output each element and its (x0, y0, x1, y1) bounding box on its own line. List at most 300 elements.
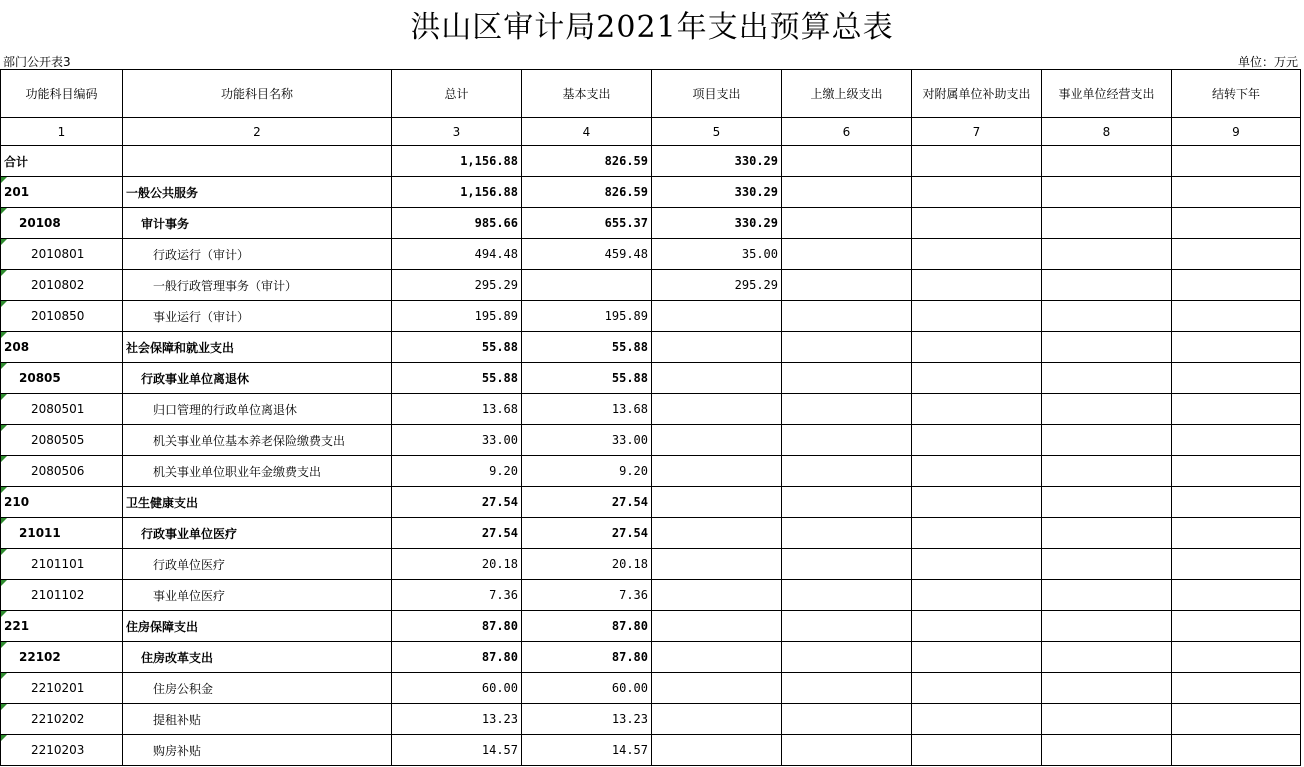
text-number-flag-icon (1, 642, 7, 648)
table-row (1, 239, 1301, 270)
cell-text: 826.59 (604, 185, 648, 199)
operating-expense-cell[interactable] (1042, 301, 1172, 332)
name-cell[interactable] (123, 673, 392, 704)
table-row (1, 704, 1301, 735)
cell-text: 一般行政管理事务（审计） (153, 278, 298, 293)
cell-text: 2101102 (31, 588, 85, 602)
text-number-flag-icon (1, 673, 7, 679)
name-cell[interactable] (123, 549, 392, 580)
code-cell[interactable] (1, 363, 123, 394)
table-row (1, 673, 1301, 704)
operating-expense-cell[interactable] (1042, 518, 1172, 549)
cell-text: 住房改革支出 (141, 650, 214, 665)
subsidiary-subsidy-cell[interactable] (912, 673, 1042, 704)
index-cell[interactable]: 4 (522, 118, 652, 146)
total-cell[interactable] (392, 487, 522, 518)
carryover-cell[interactable] (1172, 270, 1301, 301)
subsidiary-subsidy-cell[interactable] (912, 177, 1042, 208)
cell-text: 1,156.88 (460, 185, 518, 199)
cell-text: 行政事业单位医疗 (141, 526, 238, 541)
table-row (1, 642, 1301, 673)
total-cell[interactable] (392, 642, 522, 673)
upper-remit-cell[interactable] (782, 394, 912, 425)
cell-text: 55.88 (611, 340, 648, 354)
name-cell[interactable] (123, 301, 392, 332)
name-cell[interactable] (123, 456, 392, 487)
total-cell[interactable] (392, 177, 522, 208)
carryover-cell[interactable] (1172, 487, 1301, 518)
operating-expense-cell[interactable] (1042, 146, 1172, 177)
total-cell[interactable] (392, 270, 522, 301)
cell-text: 2080501 (31, 402, 85, 416)
cell-text: 27.54 (611, 526, 648, 540)
upper-remit-cell[interactable] (782, 332, 912, 363)
total-cell[interactable] (392, 146, 522, 177)
header-row (1, 70, 1301, 118)
subsidiary-subsidy-cell[interactable] (912, 332, 1042, 363)
index-cell[interactable]: 7 (912, 118, 1042, 146)
cell-text: 购房补贴 (153, 743, 202, 758)
cell-text: 295.29 (474, 278, 518, 292)
operating-expense-cell[interactable] (1042, 363, 1172, 394)
basic-expense-cell[interactable] (522, 332, 652, 363)
project-expense-cell[interactable] (652, 301, 782, 332)
operating-expense-cell[interactable] (1042, 549, 1172, 580)
subsidiary-subsidy-cell[interactable] (912, 518, 1042, 549)
cell-text: 87.80 (611, 619, 648, 633)
cell-text: 87.80 (611, 650, 648, 664)
upper-remit-cell[interactable] (782, 704, 912, 735)
index-cell[interactable]: 8 (1042, 118, 1172, 146)
text-number-flag-icon (1, 332, 7, 338)
table-row (1, 177, 1301, 208)
total-cell[interactable] (392, 363, 522, 394)
operating-expense-cell[interactable] (1042, 239, 1172, 270)
cell-text: 655.37 (604, 216, 648, 230)
subsidiary-subsidy-cell[interactable] (912, 394, 1042, 425)
header-cell[interactable]: 对附属单位补助支出 (912, 70, 1042, 118)
table-row (1, 363, 1301, 394)
header-cell[interactable]: 事业单位经营支出 (1042, 70, 1172, 118)
subsidiary-subsidy-cell[interactable] (912, 549, 1042, 580)
total-cell[interactable] (392, 704, 522, 735)
operating-expense-cell[interactable] (1042, 673, 1172, 704)
total-cell[interactable] (392, 332, 522, 363)
subsidiary-subsidy-cell[interactable] (912, 611, 1042, 642)
name-cell[interactable] (123, 239, 392, 270)
basic-expense-cell[interactable] (522, 487, 652, 518)
operating-expense-cell[interactable] (1042, 642, 1172, 673)
code-cell[interactable] (1, 394, 123, 425)
cell-text: 卫生健康支出 (126, 495, 199, 510)
code-cell[interactable] (1, 611, 123, 642)
subsidiary-subsidy-cell[interactable] (912, 456, 1042, 487)
carryover-cell[interactable] (1172, 146, 1301, 177)
carryover-cell[interactable] (1172, 363, 1301, 394)
index-cell[interactable]: 6 (782, 118, 912, 146)
upper-remit-cell[interactable] (782, 208, 912, 239)
operating-expense-cell[interactable] (1042, 208, 1172, 239)
index-row (1, 118, 1301, 146)
total-cell[interactable] (392, 208, 522, 239)
header-cell[interactable]: 结转下年 (1172, 70, 1301, 118)
cell-text: 2210202 (31, 712, 85, 726)
header-cell[interactable]: 上缴上级支出 (782, 70, 912, 118)
cell-text: 27.54 (611, 495, 648, 509)
text-number-flag-icon (1, 518, 7, 524)
carryover-cell[interactable] (1172, 673, 1301, 704)
total-cell[interactable] (392, 611, 522, 642)
project-expense-cell[interactable] (652, 146, 782, 177)
page-title: 洪山区审计局2021年支出预算总表 (410, 10, 894, 45)
table-row (1, 456, 1301, 487)
code-cell[interactable] (1, 270, 123, 301)
code-cell[interactable] (1, 673, 123, 704)
project-expense-cell[interactable] (652, 518, 782, 549)
name-cell[interactable] (123, 611, 392, 642)
index-cell[interactable]: 1 (1, 118, 123, 146)
subsidiary-subsidy-cell[interactable] (912, 487, 1042, 518)
text-number-flag-icon (1, 239, 7, 245)
project-expense-cell[interactable] (652, 549, 782, 580)
index-cell[interactable]: 2 (123, 118, 392, 146)
basic-expense-cell[interactable] (522, 704, 652, 735)
subsidiary-subsidy-cell[interactable] (912, 239, 1042, 270)
name-cell[interactable] (123, 642, 392, 673)
code-cell[interactable] (1, 580, 123, 611)
upper-remit-cell[interactable] (782, 239, 912, 270)
cell-text: 195.89 (604, 309, 648, 323)
cell-text: 55.88 (481, 340, 518, 354)
cell-text: 87.80 (481, 619, 518, 633)
project-expense-cell[interactable] (652, 332, 782, 363)
text-number-flag-icon (1, 208, 7, 214)
upper-remit-cell[interactable] (782, 177, 912, 208)
carryover-cell[interactable] (1172, 518, 1301, 549)
subsidiary-subsidy-cell[interactable] (912, 704, 1042, 735)
subsidiary-subsidy-cell[interactable] (912, 363, 1042, 394)
subsidiary-subsidy-cell[interactable] (912, 301, 1042, 332)
cell-text: 14.57 (611, 743, 648, 757)
total-cell[interactable] (392, 239, 522, 270)
operating-expense-cell[interactable] (1042, 611, 1172, 642)
code-cell[interactable] (1, 518, 123, 549)
table-row (1, 208, 1301, 239)
code-cell[interactable] (1, 456, 123, 487)
cell-text: 行政事业单位离退休 (141, 371, 250, 386)
upper-remit-cell[interactable] (782, 611, 912, 642)
upper-remit-cell[interactable] (782, 518, 912, 549)
cell-text: 合计 (4, 154, 29, 169)
upper-remit-cell[interactable] (782, 673, 912, 704)
operating-expense-cell[interactable] (1042, 704, 1172, 735)
basic-expense-cell[interactable] (522, 580, 652, 611)
subsidiary-subsidy-cell[interactable] (912, 642, 1042, 673)
text-number-flag-icon (1, 425, 7, 431)
code-cell[interactable] (1, 208, 123, 239)
total-cell[interactable] (392, 518, 522, 549)
cell-text: 55.88 (481, 371, 518, 385)
carryover-cell[interactable] (1172, 642, 1301, 673)
code-cell[interactable] (1, 301, 123, 332)
cell-text: 985.66 (474, 216, 518, 230)
name-cell[interactable] (123, 146, 392, 177)
upper-remit-cell[interactable] (782, 456, 912, 487)
basic-expense-cell[interactable] (522, 735, 652, 766)
header-cell[interactable]: 功能科目编码 (1, 70, 123, 118)
basic-expense-cell[interactable] (522, 208, 652, 239)
table-row (1, 394, 1301, 425)
text-number-flag-icon (1, 270, 7, 276)
budget-table (0, 69, 1301, 766)
upper-remit-cell[interactable] (782, 301, 912, 332)
carryover-cell[interactable] (1172, 301, 1301, 332)
project-expense-cell[interactable] (652, 580, 782, 611)
text-number-flag-icon (1, 394, 7, 400)
name-cell[interactable] (123, 704, 392, 735)
total-cell[interactable] (392, 456, 522, 487)
code-cell[interactable] (1, 642, 123, 673)
name-cell[interactable] (123, 332, 392, 363)
operating-expense-cell[interactable] (1042, 580, 1172, 611)
project-expense-cell[interactable] (652, 642, 782, 673)
project-expense-cell[interactable] (652, 394, 782, 425)
upper-remit-cell[interactable] (782, 580, 912, 611)
upper-remit-cell[interactable] (782, 549, 912, 580)
index-cell[interactable]: 9 (1172, 118, 1301, 146)
name-cell[interactable] (123, 487, 392, 518)
cell-text: 2010850 (31, 309, 85, 323)
project-expense-cell[interactable] (652, 425, 782, 456)
project-expense-cell[interactable] (652, 611, 782, 642)
carryover-cell[interactable] (1172, 549, 1301, 580)
table-row (1, 580, 1301, 611)
cell-text: 机关事业单位基本养老保险缴费支出 (153, 433, 346, 448)
basic-expense-cell[interactable] (522, 363, 652, 394)
cell-text: 459.48 (604, 247, 648, 261)
total-cell[interactable] (392, 673, 522, 704)
upper-remit-cell[interactable] (782, 363, 912, 394)
cell-text: 22102 (19, 650, 61, 664)
name-cell[interactable] (123, 177, 392, 208)
text-number-flag-icon (1, 611, 7, 617)
cell-text: 一般公共服务 (126, 185, 199, 200)
project-expense-cell[interactable] (652, 363, 782, 394)
carryover-cell[interactable] (1172, 332, 1301, 363)
cell-text: 提租补贴 (153, 712, 202, 727)
subsidiary-subsidy-cell[interactable] (912, 580, 1042, 611)
project-expense-cell[interactable] (652, 487, 782, 518)
name-cell[interactable] (123, 425, 392, 456)
project-expense-cell[interactable] (652, 270, 782, 301)
operating-expense-cell[interactable] (1042, 270, 1172, 301)
cell-text: 20.18 (611, 557, 648, 571)
operating-expense-cell[interactable] (1042, 425, 1172, 456)
name-cell[interactable] (123, 208, 392, 239)
basic-expense-cell[interactable] (522, 177, 652, 208)
cell-text: 27.54 (481, 526, 518, 540)
table-row (1, 518, 1301, 549)
cell-text: 14.57 (481, 743, 518, 757)
name-cell[interactable] (123, 394, 392, 425)
basic-expense-cell[interactable] (522, 146, 652, 177)
cell-text: 2101101 (31, 557, 85, 571)
text-number-flag-icon (1, 704, 7, 710)
project-expense-cell[interactable] (652, 177, 782, 208)
carryover-cell[interactable] (1172, 208, 1301, 239)
name-cell[interactable] (123, 518, 392, 549)
header-cell[interactable]: 项目支出 (652, 70, 782, 118)
upper-remit-cell[interactable] (782, 146, 912, 177)
code-cell[interactable] (1, 704, 123, 735)
cell-text: 330.29 (734, 216, 778, 230)
cell-text: 826.59 (604, 154, 648, 168)
carryover-cell[interactable] (1172, 735, 1301, 766)
carryover-cell[interactable] (1172, 425, 1301, 456)
operating-expense-cell[interactable] (1042, 394, 1172, 425)
carryover-cell[interactable] (1172, 456, 1301, 487)
header-cell[interactable]: 功能科目名称 (123, 70, 392, 118)
table-row (1, 270, 1301, 301)
cell-text: 27.54 (481, 495, 518, 509)
cell-text: 20.18 (481, 557, 518, 571)
basic-expense-cell[interactable] (522, 549, 652, 580)
index-cell[interactable]: 5 (652, 118, 782, 146)
cell-text: 13.68 (611, 402, 648, 416)
name-cell[interactable] (123, 363, 392, 394)
text-number-flag-icon (1, 549, 7, 555)
code-cell[interactable] (1, 549, 123, 580)
index-cell[interactable]: 3 (392, 118, 522, 146)
project-expense-cell[interactable] (652, 239, 782, 270)
upper-remit-cell[interactable] (782, 735, 912, 766)
table-row (1, 735, 1301, 766)
name-cell[interactable] (123, 735, 392, 766)
cell-text: 60.00 (611, 681, 648, 695)
cell-text: 87.80 (481, 650, 518, 664)
header-cell[interactable]: 基本支出 (522, 70, 652, 118)
cell-text: 9.20 (489, 464, 518, 478)
carryover-cell[interactable] (1172, 177, 1301, 208)
cell-text: 审计事务 (141, 216, 190, 231)
cell-text: 221 (4, 619, 30, 633)
code-cell[interactable] (1, 177, 123, 208)
name-cell[interactable] (123, 580, 392, 611)
code-cell[interactable] (1, 239, 123, 270)
upper-remit-cell[interactable] (782, 642, 912, 673)
operating-expense-cell[interactable] (1042, 487, 1172, 518)
cell-text: 行政运行（审计） (153, 247, 250, 262)
subsidiary-subsidy-cell[interactable] (912, 208, 1042, 239)
text-number-flag-icon (1, 487, 7, 493)
operating-expense-cell[interactable] (1042, 332, 1172, 363)
name-cell[interactable] (123, 270, 392, 301)
table-body (1, 146, 1301, 766)
code-cell[interactable] (1, 487, 123, 518)
project-expense-cell[interactable] (652, 673, 782, 704)
total-cell[interactable] (392, 425, 522, 456)
cell-text: 33.00 (481, 433, 518, 447)
total-cell[interactable] (392, 549, 522, 580)
carryover-cell[interactable] (1172, 580, 1301, 611)
upper-remit-cell[interactable] (782, 425, 912, 456)
operating-expense-cell[interactable] (1042, 735, 1172, 766)
cell-text: 210 (4, 495, 30, 509)
subsidiary-subsidy-cell[interactable] (912, 270, 1042, 301)
basic-expense-cell[interactable] (522, 518, 652, 549)
cell-text: 195.89 (474, 309, 518, 323)
code-cell[interactable] (1, 425, 123, 456)
text-number-flag-icon (1, 456, 7, 462)
cell-text: 9.20 (619, 464, 648, 478)
project-expense-cell[interactable] (652, 208, 782, 239)
upper-remit-cell[interactable] (782, 487, 912, 518)
cell-text: 2010802 (31, 278, 85, 292)
basic-expense-cell[interactable] (522, 456, 652, 487)
total-cell[interactable] (392, 580, 522, 611)
basic-expense-cell[interactable] (522, 673, 652, 704)
cell-text: 住房保障支出 (126, 619, 199, 634)
basic-expense-cell[interactable] (522, 394, 652, 425)
cell-text: 21011 (19, 526, 61, 540)
basic-expense-cell[interactable] (522, 301, 652, 332)
cell-text: 13.23 (611, 712, 648, 726)
project-expense-cell[interactable] (652, 456, 782, 487)
carryover-cell[interactable] (1172, 394, 1301, 425)
carryover-cell[interactable] (1172, 239, 1301, 270)
table-number: 部门公开表3 (3, 55, 71, 69)
header-cell[interactable]: 总计 (392, 70, 522, 118)
carryover-cell[interactable] (1172, 611, 1301, 642)
subsidiary-subsidy-cell[interactable] (912, 425, 1042, 456)
cell-text: 13.23 (481, 712, 518, 726)
code-cell[interactable] (1, 146, 123, 177)
cell-text: 机关事业单位职业年金缴费支出 (153, 464, 322, 479)
operating-expense-cell[interactable] (1042, 456, 1172, 487)
total-cell[interactable] (392, 735, 522, 766)
upper-remit-cell[interactable] (782, 270, 912, 301)
subsidiary-subsidy-cell[interactable] (912, 735, 1042, 766)
cell-text: 7.36 (619, 588, 648, 602)
basic-expense-cell[interactable] (522, 642, 652, 673)
cell-text: 2010801 (31, 247, 85, 261)
basic-expense-cell[interactable] (522, 270, 652, 301)
basic-expense-cell[interactable] (522, 611, 652, 642)
total-cell[interactable] (392, 394, 522, 425)
cell-text: 330.29 (734, 185, 778, 199)
basic-expense-cell[interactable] (522, 425, 652, 456)
cell-text: 201 (4, 185, 30, 199)
subsidiary-subsidy-cell[interactable] (912, 146, 1042, 177)
project-expense-cell[interactable] (652, 704, 782, 735)
code-cell[interactable] (1, 735, 123, 766)
carryover-cell[interactable] (1172, 704, 1301, 735)
project-expense-cell[interactable] (652, 735, 782, 766)
cell-text: 2210201 (31, 681, 85, 695)
code-cell[interactable] (1, 332, 123, 363)
cell-text: 1,156.88 (460, 154, 518, 168)
total-cell[interactable] (392, 301, 522, 332)
cell-text: 33.00 (611, 433, 648, 447)
basic-expense-cell[interactable] (522, 239, 652, 270)
operating-expense-cell[interactable] (1042, 177, 1172, 208)
text-number-flag-icon (1, 177, 7, 183)
cell-text: 295.29 (734, 278, 778, 292)
text-number-flag-icon (1, 363, 7, 369)
cell-text: 330.29 (734, 154, 778, 168)
cell-text: 55.88 (611, 371, 648, 385)
table-row (1, 425, 1301, 456)
